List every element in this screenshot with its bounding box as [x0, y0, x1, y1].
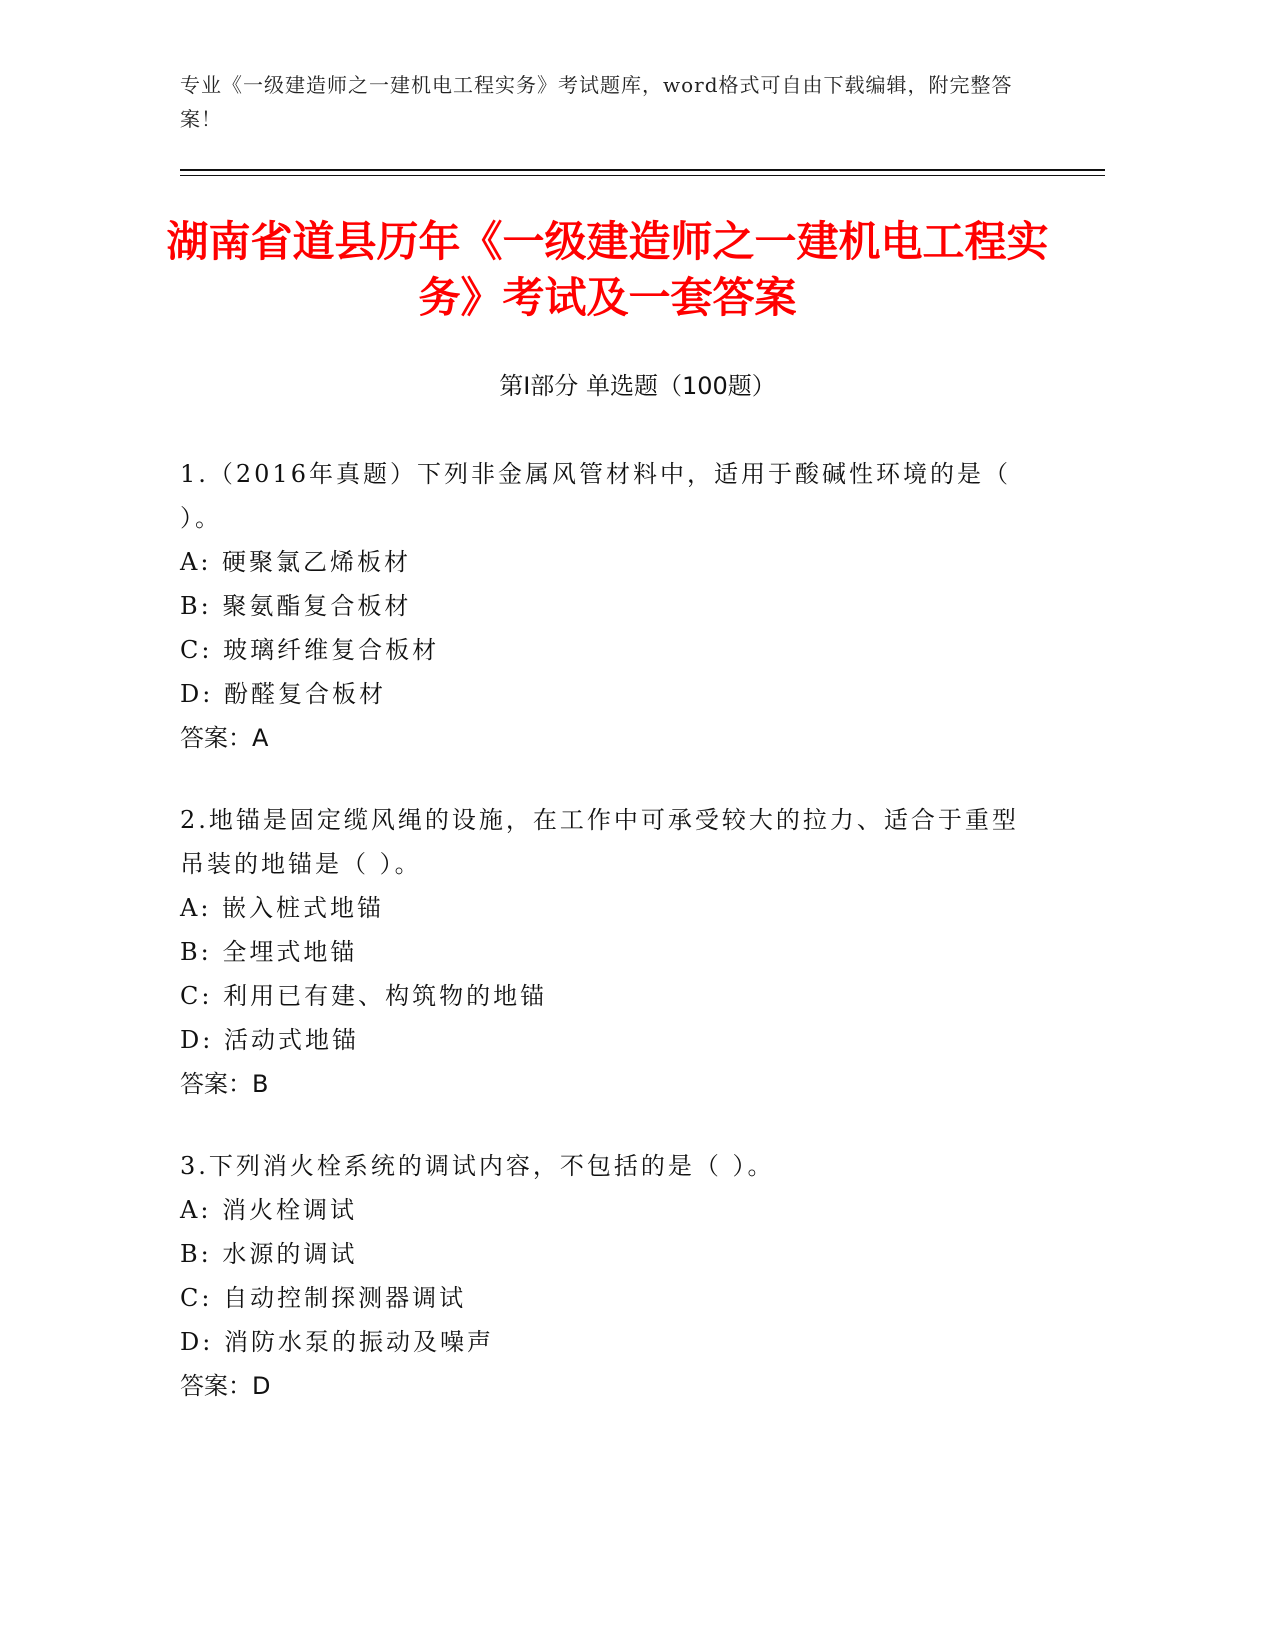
option-a: A: 嵌入桩式地锚 [180, 894, 385, 922]
option-a: A: 硬聚氯乙烯板材 [180, 548, 412, 576]
answer-line: 答案：A [180, 724, 269, 752]
question-stem: 2.地锚是固定缆风绳的设施，在工作中可承受较大的拉力、适合于重型吊装的地锚是（ ）。 [180, 806, 1019, 878]
question-stem: 3.下列消火栓系统的调试内容，不包括的是（ ）。 [180, 1152, 775, 1180]
option-c: C: 玻璃纤维复合板材 [180, 636, 440, 664]
header-note: 专业《一级建造师之一建机电工程实务》考试题库，word格式可自由下载编辑，附完整答案！ [180, 73, 1013, 131]
answer-line: 答案：B [180, 1070, 269, 1098]
option-b: B: 全埋式地锚 [180, 938, 358, 966]
header-divider-thick [180, 169, 1105, 171]
option-d: D: 消防水泵的振动及噪声 [180, 1328, 494, 1356]
question-1 [180, 452, 1030, 760]
question-stem: 1.（2016年真题）下列非金属风管材料中，适用于酸碱性环境的是（ ）。 [180, 460, 1011, 532]
question-2 [180, 798, 1030, 1106]
question-list [180, 452, 1030, 1446]
document-title: 湖南省道县历年《一级建造师之一建机电工程实务》考试及一套答案 [166, 217, 1049, 322]
section-heading: 第Ⅰ部分 单选题（100题） [499, 372, 776, 400]
option-c: C: 自动控制探测器调试 [180, 1284, 467, 1312]
option-c: C: 利用已有建、构筑物的地锚 [180, 982, 548, 1010]
header-divider-thin [180, 175, 1105, 176]
option-a: A: 消火栓调试 [180, 1196, 358, 1224]
option-d: D: 酚醛复合板材 [180, 680, 386, 708]
option-b: B: 水源的调试 [180, 1240, 358, 1268]
answer-line: 答案：D [180, 1372, 271, 1400]
option-b: B: 聚氨酯复合板材 [180, 592, 412, 620]
question-3 [180, 1144, 1030, 1408]
option-d: D: 活动式地锚 [180, 1026, 359, 1054]
